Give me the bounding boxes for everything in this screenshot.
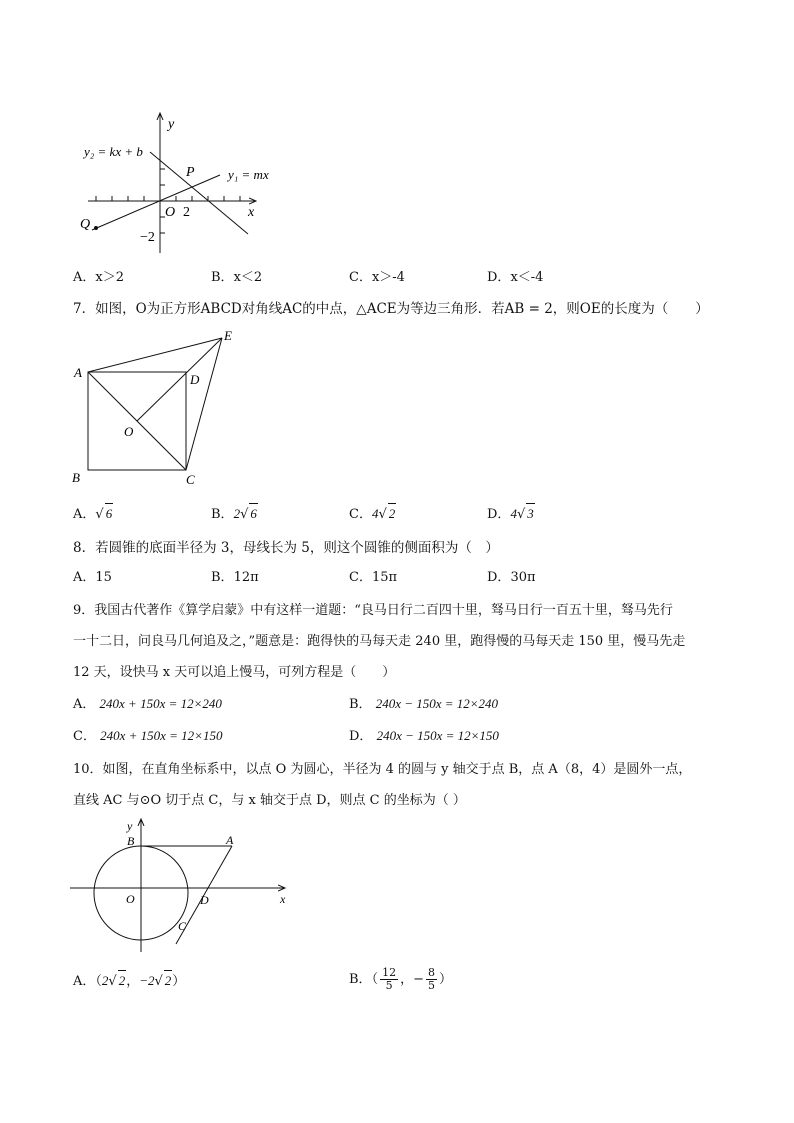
q10-option-a[interactable]: A．（2√ 2，−2√ 2） [73, 970, 185, 992]
y-axis-label: y [168, 117, 175, 132]
segment-ae [88, 338, 222, 372]
q6-option-a[interactable]: A．x＞2 [73, 270, 124, 285]
q8-option-c[interactable]: C．15π [349, 570, 398, 585]
x-axis-label: x [248, 205, 255, 220]
segment-oe [137, 338, 222, 421]
vertex-b: B [72, 470, 80, 485]
q6-option-d[interactable]: D．x＜-4 [487, 270, 544, 285]
q7-option-d[interactable]: D．4√ 3 [487, 503, 535, 525]
q9-option-d[interactable]: D． 240x − 150x = 12×150 [349, 728, 499, 744]
circle-tangent-figure [66, 816, 296, 956]
vertex-c: C [186, 472, 195, 487]
tick-neg2-label: −2 [140, 230, 155, 245]
square-figure [68, 326, 248, 492]
segment-ce [186, 338, 222, 470]
q9-line1: 9．我国古代著作《算学启蒙》中有这样一道题：“良马日行二百四十里，驽马日行一百五十里，驽马先行 [73, 603, 673, 618]
q6-option-b[interactable]: B．x＜2 [211, 270, 263, 285]
line-y2 [150, 152, 248, 234]
point-a-label: A [226, 833, 234, 847]
tick-2-label: 2 [183, 205, 190, 220]
origin-label: O [165, 205, 176, 220]
linear-function-figure [70, 108, 290, 256]
fraction-12-5: $\frac{12}{5}$ [382, 966, 397, 992]
q7-option-a[interactable]: A．√ 6 [73, 503, 113, 525]
q9-line3: 12 天，设快马 x 天可以追上慢马，可列方程是（ ） [73, 665, 396, 680]
point-q-label: Q [80, 217, 91, 232]
y-label: y [127, 819, 133, 833]
q8-text: 8．若圆锥的底面半径为 3，母线长为 5，则这个圆锥的侧面积为（ ） [73, 540, 499, 556]
x-ticks [96, 196, 240, 201]
q7-option-c[interactable]: C．4√ 2 [349, 503, 396, 525]
q10-line2: 直线 AC 与⊙O 切于点 C，与 x 轴交于点 D，则点 C 的坐标为（ ） [73, 793, 466, 808]
q7-text: 7．如图，O为正方形ABCD对角线AC的中点，△ACE为等边三角形．若AB = 2，则OE的长度为（ ） [73, 301, 709, 317]
point-d-label: D [200, 893, 209, 907]
origin-label: O [126, 892, 135, 906]
center-o: O [124, 424, 134, 439]
fraction-8-5: $\frac{8}{5}$ [428, 966, 435, 992]
line-y1-label: y₁ = mx [228, 167, 269, 182]
q9-option-a[interactable]: A． 240x + 150x = 12×240 [73, 696, 222, 712]
vertex-e: E [224, 328, 232, 343]
q10-line1: 10．如图，在直角坐标系中，以点 O 为圆心，半径为 4 的圆与 y 轴交于点 B，点 A（8，4）是圆外一点， [73, 762, 692, 777]
q6-option-c[interactable]: C．x＞-4 [349, 270, 405, 285]
q8-option-a[interactable]: A．15 [73, 570, 112, 585]
q7-option-b[interactable]: B．2√ 6 [211, 503, 258, 525]
vertex-d: D [190, 372, 200, 387]
line-y1 [92, 175, 220, 230]
point-b-label: B [127, 834, 135, 848]
q10-option-b[interactable]: B．（ $\frac{12}{5}$ ，− $\frac{8}{5}$ ） [349, 966, 453, 992]
vertex-a: A [74, 365, 82, 380]
point-c-label: C [178, 919, 187, 933]
q8-option-b[interactable]: B．12π [211, 570, 259, 585]
q9-option-c[interactable]: C． 240x + 150x = 12×150 [73, 728, 223, 744]
point-q-dot [94, 226, 98, 230]
line-y2-label: y₂ = kx + b [84, 144, 143, 159]
x-label: x [280, 892, 286, 906]
q9-option-b[interactable]: B． 240x − 150x = 12×240 [349, 696, 499, 712]
q9-line2: 一十二日，问良马几何追及之，”题意是：跑得快的马每天走 240 里，跑得慢的马每天走 150 里，慢马先走 [73, 634, 686, 649]
q8-option-d[interactable]: D．30π [487, 570, 536, 585]
point-p-label: P [186, 165, 195, 180]
